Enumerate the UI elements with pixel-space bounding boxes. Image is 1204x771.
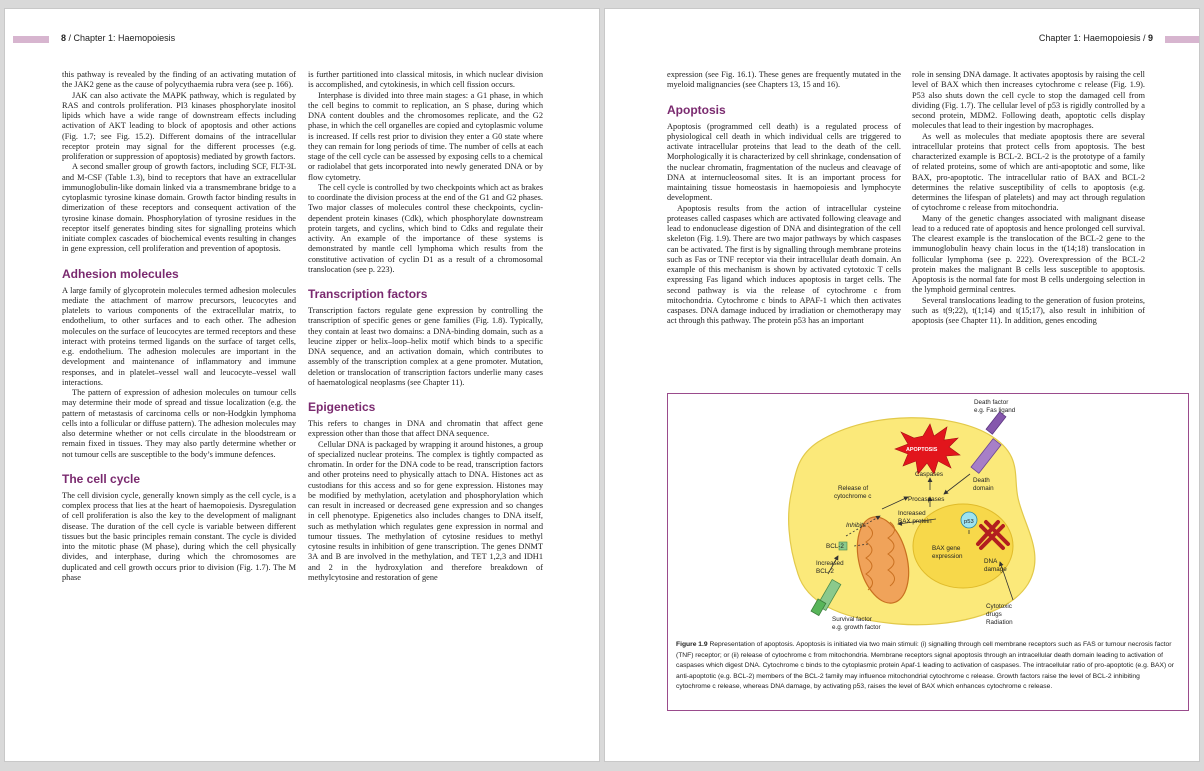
paragraph: As well as molecules that mediate apoptosis there are several intracellular proteins that protect cells from apoptosis. The best characterized example is BCL-2. BCL-2 is the prototype of a family of related proteins, some of which are anti-apoptotic and some, like BAX, pro-apoptotic. The intracellular ratio of BAX and BCL-2 determines the relative susceptibility of cells to apoptosis (e.g. determines the lifespan of platelets) and may act through regulation of cytochrome c release from mitochondria.: [912, 131, 1145, 213]
right-running-header: Chapter 1: Haemopoiesis / 9: [1038, 33, 1153, 43]
heading-adhesion-molecules: Adhesion molecules: [62, 266, 179, 281]
right-page: [604, 8, 1200, 762]
label-procaspases: Procaspases: [908, 496, 945, 503]
label-bax-protein: BAX protein: [898, 518, 932, 525]
figure-caption: [676, 640, 1176, 693]
label-dna: DNA: [984, 558, 998, 565]
caption-text: Representation of apoptosis. Apoptosis is initiated via two main stimuli: (i) signalling through cell membrane receptors such as FAS or tumour necrosis factor (TNF) receptor; or (ii) release of cytochrome c from mitochondria. Membrane receptors signal apoptosis through an intracellular death domain leading to activation of caspases which digest DNA. Cytochrome c binds to the cytoplasmic protein Apaf-1 leading to activation of caspases. The intracellular ratio of pro-apoptotic (e.g. BAX) or anti-apoptotic (e.g. BCL-2) members of the BCL-2 family may influence mitochondrial cytochrome c release. Growth factors raise the level of BCL-2 inhibiting cytochrome c release, whereas DNA damage, by activating p53, raises the level of BAX which enhances cytochrome c release.: [676, 641, 1174, 690]
label-radiation: Radiation: [986, 619, 1013, 626]
figure-1-9: [667, 393, 1189, 711]
label-cytotoxic: Cytotoxic: [986, 603, 1012, 610]
left-running-header: 8 / Chapter 1: Haemopoiesis: [61, 33, 176, 43]
right-column-2: [912, 70, 1145, 326]
paragraph: This refers to changes in DNA and chromatin that affect gene expression other than those that affect DNA sequence.: [308, 419, 543, 439]
paragraph: JAK can also activate the MAPK pathway, which is regulated by RAS and controls proliferation. PI3 kinases phosphorylate inositol lipids which have a wide range of downstream effects including activation of AKT leading to block of apoptosis and other actions (Fig. 1.7; see Fig. 15.2). Different domains of the intracellular receptor protein may signal for the different processes (e.g. proliferation or suppression of apoptosis) mediated by growth factors.: [62, 90, 296, 161]
label-release-of: Release of: [838, 485, 869, 492]
paragraph: The cell cycle is controlled by two checkpoints which act as brakes to coordinate the division process at the end of the G1 and G2 phases. Two major classes of molecules control these checkpoints, cyclin-dependent protein kinases (Cdk), which phosphorylate downstream protein targets, and cyclins, which bind to Cdks and regulate their activity. An example of the importance of these systems is demonstrated by mantle cell lymphoma which results from the constitutive activation of cyclin D1 as a result of a chromosomal translocation (see p. 223).: [308, 182, 543, 274]
label-bcl2-a: BCL-2: [826, 543, 844, 550]
right-column-1: [667, 70, 901, 327]
paragraph: The cell division cycle, generally known simply as the cell cycle, is a complex process that lies at the heart of haemopoiesis. Dysregulation of cell proliferation is also the key to the development of malignant disease. The duration of the cell cycle is variable between different tissues but the basic principles remain constant. The cycle is divided into the mitotic phase (M phase), during which the cell physically divides, and interphase, during which the chromosomes are duplicated and cell growth occurs prior to division (Fig. 1.7). The M phase: [62, 490, 296, 582]
label-survival-factor: Survival factor: [832, 616, 872, 623]
label-p53: p53: [964, 519, 974, 525]
heading-cell-cycle: The cell cycle: [62, 471, 141, 486]
caption-label: Figure 1.9: [676, 641, 708, 648]
label-cytochrome-c: cytochrome c: [834, 493, 872, 500]
paragraph: expression (see Fig. 16.1). These genes are frequently mutated in the myeloid malignancies (see Chapters 13, 15 and 16).: [667, 70, 901, 90]
paragraph: Several translocations leading to the generation of fusion proteins, such as t(9;22), t(1;14) and t(15;17), also result in inhibition of apoptosis (see Chapter 11). In addition, genes encoding: [912, 295, 1145, 325]
right-chapter-title: Chapter 1: Haemopoiesis: [1038, 33, 1141, 43]
paragraph: Interphase is divided into three main stages: a G1 phase, in which the cell begins to commit to replication, an S phase, during which DNA content doubles and the chromosomes replicate, and the G2 phase, in which the cell organelles are copied and cytoplasmic volume is increased. If cells rest prior to division they enter a G0 state where they can remain for long periods of time. The number of cells at each stage of the cell cycle can be assessed by exposing cells to a chemical or radiolabel that gets incorporated into newly generated DNA or by flow cytometry.: [308, 90, 544, 182]
paragraph: Cellular DNA is packaged by wrapping it around histones, a group of specialized nuclear proteins. The complex is tightly compacted as chromatin. In order for the DNA code to be read, transcription factors and other proteins need to physically attach to DNA. Histones act as custodians for this access and so for gene expression. Histones may be modified by methylation, acetylation and phosphorylation which can result in increased or decreased gene expression and so changes in cell phenotype. Epigenetics also includes changes to DNA itself, such as methylation which regulates gene expression in normal and tumour tissues. The methylation of cytosine residues to methyl cytosine results in inhibition of gene transcription. The genes DNMT 3A and B are involved in the methylation, and TET 1,2,3 and IDH1 and 2 in the hydroxylation and therefore breakdown of methylcytosine and restoration of gene: [308, 439, 543, 582]
paragraph: Apoptosis results from the action of intracellular cysteine proteases called caspases which are activated following cleavage and lead to endonuclease digestion of DNA and disintegration of the cell skeleton (Fig. 1.9). There are two major pathways by which caspases can be activated. The first is by signalling through membrane proteins such as Fas or TNF receptor via their intracellular death domain. An example of this mechanism is shown by activated cytotoxic T cells expressing Fas ligand which induces apoptosis in target cells. The second pathway is via the release of cytochrome c from mitochondria. Cytochrome c binds to APAF-1 which then activates caspases. DNA damage induced by irradiation or chemotherapy may act through this pathway. The protein p53 has an important: [667, 203, 901, 326]
left-chapter-title: Chapter 1: Haemopoiesis: [73, 33, 176, 43]
right-page-number: 9: [1147, 33, 1153, 43]
left-column-2: [308, 70, 543, 583]
paragraph: this pathway is revealed by the finding of an activating mutation of the JAK2 gene as the cause of polycythaemia rubra vera (see p. 166).: [62, 70, 296, 90]
paragraph: Many of the genetic changes associated with malignant disease lead to a reduced rate of apoptosis and hence prolonged cell survival. The clearest example is the translocation of the BCL-2 gene to the immunoglobulin heavy chain locus in the t(14;18) translocation in follicular lymphoma (see p. 222). Overexpression of the BCL-2 protein makes the malignant B cells less susceptible to apoptosis. Apoptosis is the normal fate for most B cells undergoing selection in the lymphoid germinal centres.: [912, 213, 1145, 295]
paragraph: Apoptosis (programmed cell death) is a regulated process of physiological cell death in which individual cells are triggered to activate intracellular proteins that lead to the death of the cell. Morphologically it is characterized by cell shrinkage, condensation of the nuclear chromatin, fragmentation of the nucleus and cleavage of DNA at internucleosomal sites. It is an important process for maintaining tissue homeostasis in haemopoiesis and lymphocyte development.: [667, 121, 901, 203]
label-expression: expression: [932, 553, 963, 560]
label-caspases: Caspases: [915, 471, 944, 478]
label-growth-factor: e.g. growth factor: [832, 624, 881, 631]
paragraph: A second smaller group of growth factors, including SCF, FLT-3L and M-CSF (Table 1.3), bind to receptors that have an extracellular immunoglobulin-like domain linked via a transmembrane bridge to a cytoplasmic tyrosine kinase domain. Growth factor binding results in dimerization of these receptors and consequent activation of the tyrosine kinase domain. Phosphorylation of tyrosine residues in the receptor itself generates binding sites for signalling proteins which initiate complex cascades of biochemical events resulting in changes in gene expression, cell proliferation and prevention of apoptosis.: [62, 162, 296, 254]
label-bcl2-b: BCL-2: [816, 568, 834, 575]
label-inhibits: Inhibits: [846, 522, 866, 529]
label-damage: damage: [984, 566, 1007, 573]
left-page: [4, 8, 600, 762]
label-increased-bax: Increased: [898, 510, 926, 517]
paragraph: role in sensing DNA damage. It activates apoptosis by raising the cell level of BAX which then increases cytochrome c release (Fig. 1.9). P53 also shuts down the cell cycle to stop the damaged cell from dividing (Fig. 1.7). The cellular level of p53 is rigidly controlled by a second protein, MDM2. Following death, apoptotic cells display molecules that lead to their ingestion by macrophages.: [912, 70, 1145, 131]
label-fas-ligand: e.g. Fas ligand: [974, 407, 1016, 414]
paragraph: A large family of glycoprotein molecules termed adhesion molecules mediate the attachment of marrow precursors, leucocytes and platelets to various components of the extracellular matrix, to endothelium, to other surfaces and to each other. The adhesion molecules on the surface of leucocytes are termed receptors and these interact with proteins termed ligands on the surface of target cells, e.g. endothelium. The adhesion molecules are important in the development and maintenance of inflammatory and immune responses, and in platelet–vessel wall and leucocyte–vessel wall interactions.: [62, 285, 296, 387]
label-bax-gene: BAX gene: [932, 545, 961, 552]
label-apoptosis: APOPTOSIS: [906, 447, 938, 453]
label-domain: domain: [973, 485, 994, 492]
paragraph: Transcription factors regulate gene expression by controlling the transcription of specific genes or gene families (Fig. 1.8). Typically, they contain at least two domains: a DNA-binding domain, such as a leucine zipper or helix–loop–helix motif which binds to a specific DNA sequence, and an activation domain, which contributes to assembly of the transcription complex at a gene promoter. Mutation, deletion or translocation of transcription factors underlie many cases of haematological neoplasms (see Chapter 11).: [308, 306, 543, 387]
apoptosis-diagram: [668, 394, 1188, 634]
label-drugs: drugs: [986, 611, 1002, 618]
label-increased-bcl2: Increased: [816, 560, 844, 567]
label-death: Death: [973, 477, 990, 484]
paragraph: The pattern of expression of adhesion molecules on tumour cells may determine their mode of spread and tissue localization (e.g. the pattern of metastasis of carcinoma cells or non-Hodgkin lymphoma cells into a follicular or diffuse pattern). The adhesion molecules may also determine whether or not cells circulate in the bloodstream or remain fixed in tissues. They may also partly determine whether or not tumour cells are susceptible to the body’s immune defences.: [62, 388, 296, 459]
heading-epigenetics: Epigenetics: [308, 400, 376, 414]
header-color-bar: [1165, 36, 1199, 43]
heading-transcription-factors: Transcription factors: [308, 287, 428, 301]
left-page-number: 8: [61, 33, 67, 43]
header-color-bar: [13, 36, 49, 43]
heading-apoptosis: Apoptosis: [667, 102, 726, 117]
label-death-factor: Death factor: [974, 399, 1009, 406]
left-column-1: [62, 70, 296, 583]
paragraph: is further partitioned into classical mitosis, in which nuclear division is accomplished, and cytokinesis, in which cell fission occurs.: [308, 70, 543, 90]
